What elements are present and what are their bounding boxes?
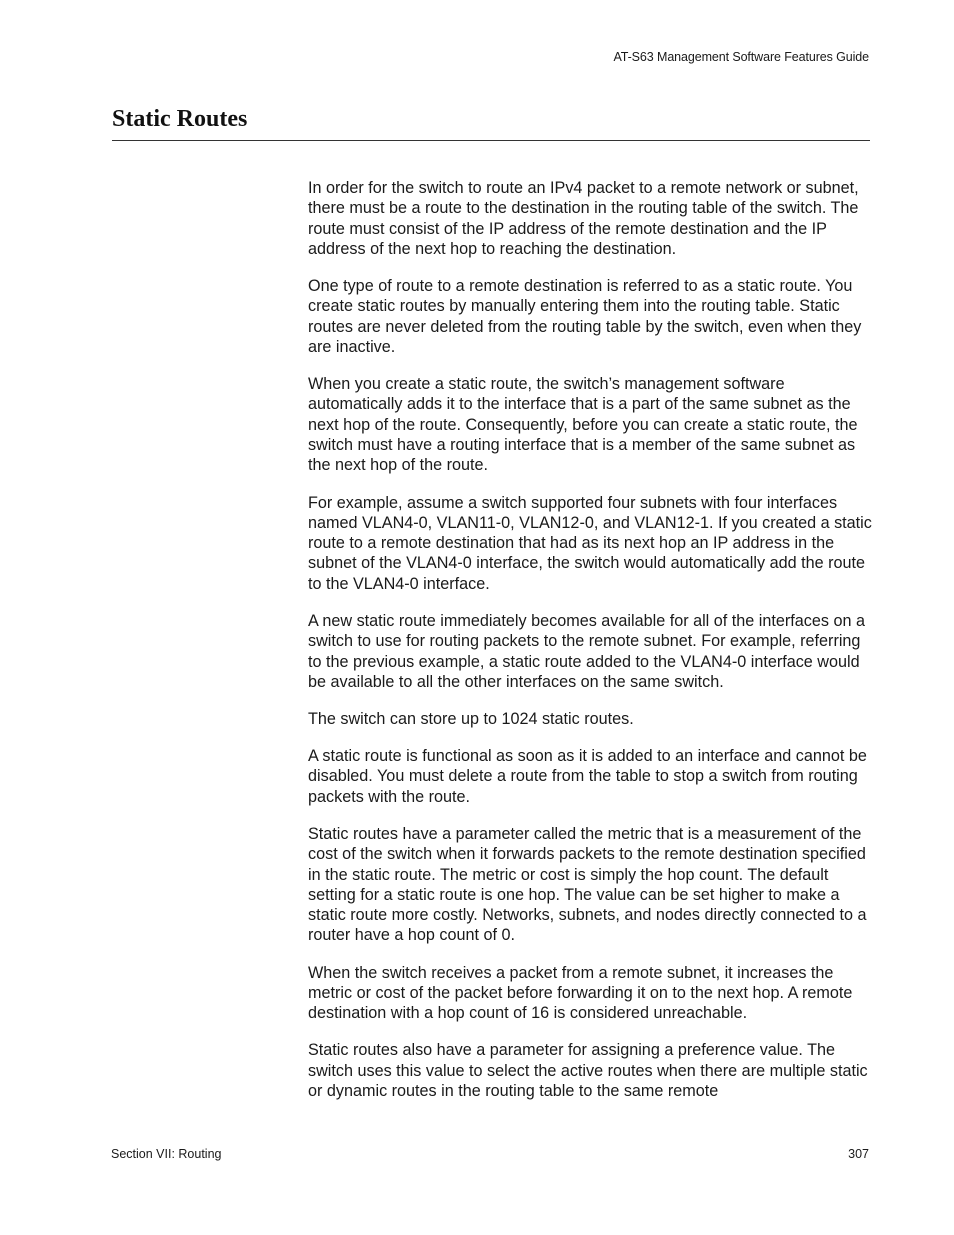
paragraph-4: For example, assume a switch supported four subnets with four interfaces named VLAN4-0, VLAN11-0, VLAN12-0, and VLAN12-1. If you created a static route to a remote destination that had as its next hop an IP address in the subnet of the VLAN4-0 interface, the switch would automatically add the route to the VLAN4-0 interface. — [308, 493, 872, 593]
paragraph-2: One type of route to a remote destination is referred to as a static route. You create static routes by manually entering them into the routing table. Static routes are never deleted from the routing table by the switch, even when they are inactive. — [308, 277, 862, 356]
paragraph-1: In order for the switch to route an IPv4 packet to a remote network or subnet, there must be a route to the destination in the routing table of the switch. The route must consist of the IP address of the remote destination and the IP address of the next hop to reaching the destination. — [308, 179, 859, 258]
running-header: AT-S63 Management Software Features Guide — [613, 50, 869, 64]
paragraph-3: When you create a static route, the switch’s management software automatically adds it to the interface that is a part of the same subnet as the next hop of the route. Consequently, before you can create a static route, the switch must have a routing interface that is a member of the same subnet as the next hop of the route. — [308, 375, 858, 475]
paragraph-9: When the switch receives a packet from a remote subnet, it increases the metric or cost of the packet before forwarding it on to the next hop. A remote destination with a hop count of 16 is considered unreachable. — [308, 963, 853, 1023]
paragraph-8: Static routes have a parameter called the metric that is a measurement of the cost of the switch when it forwards packets to the remote destination specified in the static route. The metric or cost is simply the hop count. The default setting for a static route is one hop. The value can be set higher to make a static route more costly. Networks, subnets, and nodes directly connected to a router have a hop count of 0. — [308, 824, 867, 945]
paragraph-7: A static route is functional as soon as it is added to an interface and cannot be disabled. You must delete a route from the table to stop a switch from routing packets with the route. — [308, 747, 867, 806]
section-title: Static Routes — [112, 106, 248, 132]
paragraph-5: A new static route immediately becomes available for all of the interfaces on a switch to use for routing packets to the remote subnet. For example, referring to the previous example, a static route added to the VLAN4-0 interface would be available to all the other interfaces on the same switch. — [308, 611, 865, 691]
footer-section-label: Section VII: Routing — [111, 1147, 222, 1161]
footer-page-number: 307 — [848, 1147, 869, 1161]
paragraph-10: Static routes also have a parameter for assigning a preference value. The switch uses this value to select the active routes when there are multiple static or dynamic routes in the routing table to the same remote — [308, 1041, 868, 1100]
body-text — [308, 178, 872, 1118]
title-divider — [112, 140, 870, 141]
paragraph-6: The switch can store up to 1024 static routes. — [308, 709, 634, 728]
